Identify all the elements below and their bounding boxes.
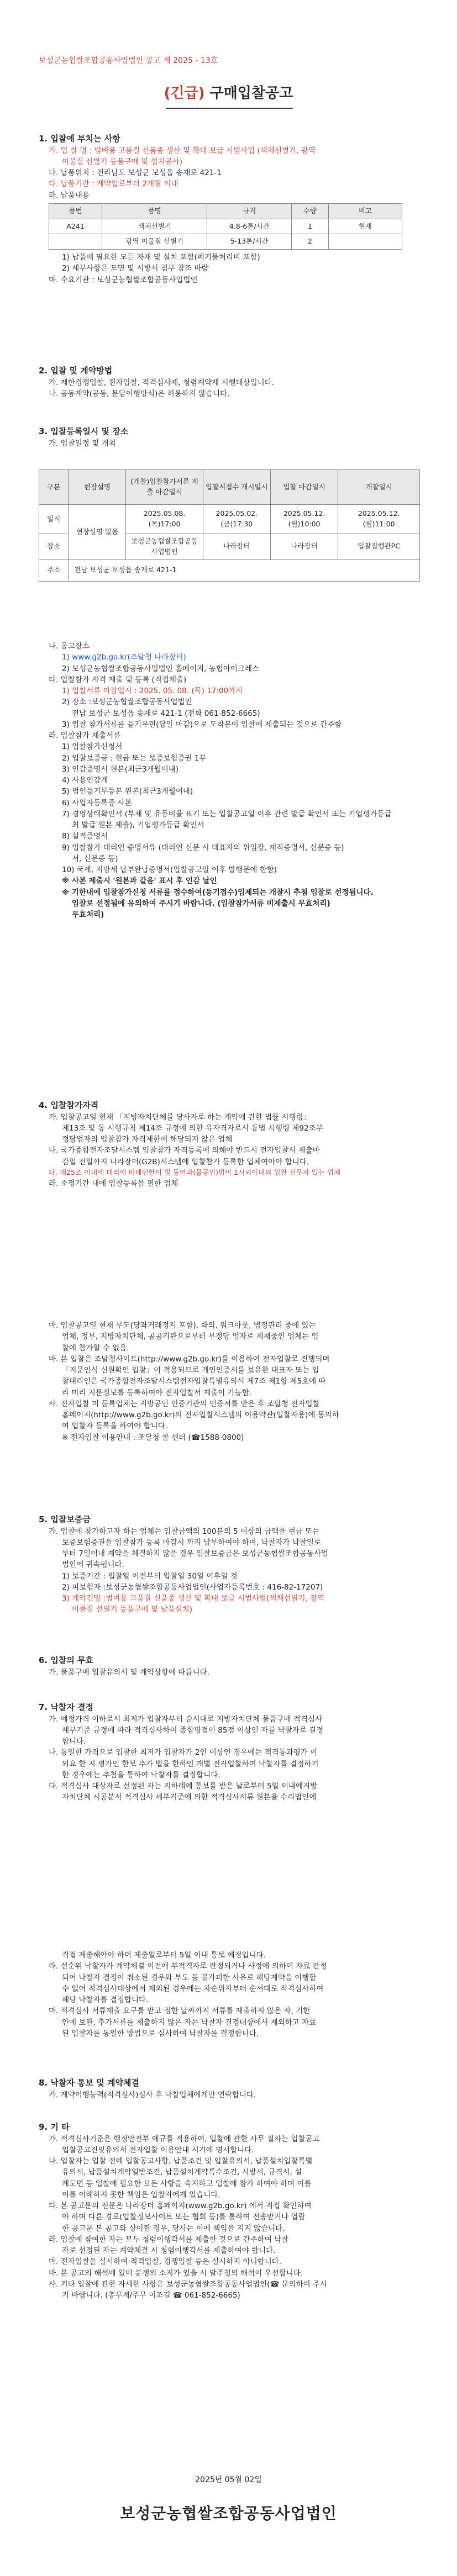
section-2-heading: 2. 입찰 및 계약방법 (39, 366, 113, 376)
section-3-heading: 3. 입찰등록일시 및 장소 (39, 426, 129, 436)
s3-a: 가. 입찰일정 및 개최 (49, 439, 116, 448)
s4-l6: 다. 제25조 이내에 대리에 비례인한이 및 동연과(물공인)법이 1시뢰이내의 입찰 실무자 있는 업체 (49, 1168, 341, 1176)
s1-a1: 가. 입 찰 명 : 범벼용 고품질 신품종 생산 및 확대 보급 시범사업 (색채선별기, 광역 (49, 146, 316, 155)
s9-l6: 이를 이해하지 못한 책임은 입찰자에게 있습니다. (62, 2190, 220, 2199)
s3b-l4: 다. 입찰참가 자격 제출 및 등록 (직접제출) (49, 675, 187, 684)
s4-l2: 제13조 및 동 시행규칙 제14조 규정에 의한 유자격자로서 동법 시행령 제92조부 (62, 1123, 323, 1133)
s4b-l11: ※ 전자입찰 이용안내 : 조달청 콜 센터 (☎1588-0800) (62, 1433, 244, 1442)
s4-l5: 감일 전일까지 나라장터(G2B)시스템에 입찰참가 등록한 업체여야야 합니다. (62, 1157, 309, 1166)
s4b-l8: 사. 전자입찰 미 등록업체는 지방공인 인증기관의 인증서를 받은 후 조달청 전자입찰 (49, 1399, 320, 1408)
s2-a: 가. 제한경쟁입찰, 전자입찰, 적격심사제, 청렴계약제 시행대상입니다. (49, 378, 275, 387)
s9-l3: 나. 입찰자는 입찰 전에 입찰공고사항, 납품조건 및 입찰유의서, 납품설치입찰특별 (49, 2157, 313, 2166)
s3b-l21c: 무효처리) (72, 910, 104, 919)
table-cell (328, 234, 402, 250)
s3b-l18b: 서, 신분증 등) (72, 854, 118, 863)
s4-l1: 가. 입찰공고일 현재 「지방자치단체를 당사자로 하는 계약에 관한 법률 시행령」 (49, 1112, 311, 1122)
title-urgent: (긴급) (164, 85, 205, 102)
table-header: 개찰일시 (338, 470, 420, 505)
s3b-l16: 7) 경영상태확인서 (부채 및 유동비율 표기 또는 입찰공고일 이후 관련 발급 확인서 또는 기업평가등급 (62, 809, 392, 819)
s7b-l1: 직접 제출해야야 하며 제출일로부터 5일 이내 통보 예정입니다. (62, 1951, 266, 1960)
table-cell: 2025.05.12. (월)11:00 (338, 505, 420, 534)
s7b-l5: 해당 낙찰자를 결정합니다. (62, 1996, 149, 2004)
section-3-details (39, 641, 426, 920)
table-cell: 2025.05.08. (목)17:00 (126, 505, 203, 534)
s1-d: 라. 납품내용 (49, 191, 90, 200)
s3b-l6: 2) 장소 :보성군농협쌀조합공동사업법인 (62, 698, 192, 707)
table-cell: 광역 이물질 선별기 (102, 234, 207, 250)
section-6-heading: 6. 입찰의 무효 (39, 1655, 94, 1665)
table-header: (개찰)입찰참가서류 제출 마감일시 (126, 470, 203, 505)
table-header: 품번 (49, 203, 102, 219)
doc-number: 보성군농협쌀조합공동사업법인 공고 제 2025 - 13호 (39, 56, 218, 65)
section-8 (39, 2077, 426, 2100)
s5-l5: 1) 보증기간 : 입찰일 이전부터 입찰일 30일 이후일 것 (62, 1571, 238, 1581)
s7b-l3: 되어 낙찰자 결정이 취소된 경우와 부도 등 불가피한 사유로 해당계약을 이행할 (62, 1973, 317, 1982)
table-row (49, 219, 402, 234)
table-row (39, 559, 420, 581)
table-cell: 전남 보성군 보성읍 송재로 421-1 (69, 559, 420, 581)
s5-l1: 가. 입찰에 참가하고자 하는 업체는 입찰금액의 100분의 5 이상의 금액을 현금 또는 (49, 1527, 320, 1536)
section-7-details (39, 1950, 426, 2039)
s9-l10: 라. 입찰에 참여한 자는 모두 청렴이행각서를 제출한 것으로 간주하여 낙찰 (49, 2235, 289, 2244)
s1-e: 마. 수요기관 : 보성군농협쌀조합공동사업법인 (49, 275, 198, 284)
s4b-l1: 마. 입찰공고일 현재 부도(당좌거래정지 포함), 화의, 워크아웃, 법정관리 중에 있는 (49, 1321, 316, 1330)
table-cell: 현장설명 없음 (69, 505, 126, 560)
s3b-l18: 9) 입찰참가 대리인 증명서류 (대리인 신분 시 대표자의 위임장, 재직증명서, 신분증 등) (62, 843, 344, 852)
section-4-heading: 4. 입찰참가자격 (39, 1100, 99, 1110)
table-cell: 나라장터 (203, 534, 270, 560)
section-6 (39, 1654, 426, 1678)
s3b-l9: 라. 입찰참가 제출서류 (49, 731, 121, 740)
s7b-l2: 라. 선순위 낙찰자가 계약체결 이전에 부적격자로 판정되거나 사정에 의하여 자료 판정 (49, 1962, 327, 1971)
table-cell: 입찰집행관PC (338, 534, 420, 560)
s9-l9: 한 공고문 본 공고와 상이할 경우, 당사는 이에 책임을 지지 않습니다. (62, 2224, 285, 2233)
s9-l5: 계도면 등 입찰에 필요한 모든 사항을 숙지하고 입찰에 참가 하여야 하며 이를 (62, 2179, 312, 2188)
table-header: 품명 (102, 203, 207, 219)
s4b-l2: 업체, 정부, 지방자치단체, 공공기관으로부터 부정당 업자로 제재중인 업체는 입 (62, 1332, 319, 1342)
section-1 (39, 133, 426, 286)
section-2 (39, 365, 426, 399)
table-row (49, 234, 402, 250)
organization-name: 보성군농협쌀조합공동사업법인 (120, 2504, 337, 2522)
table-row (39, 505, 420, 534)
table-header: 수량 (292, 203, 329, 219)
table-cell (49, 234, 102, 250)
table-cell: 5-13톤/시간 (207, 234, 292, 250)
s7-l5: 외요 한 지 평가인 한보 추가 법을 한하인 개별 전자입찰하여 낙찰자를 결정하기 (62, 1759, 319, 1769)
notice-date: 2025년 05월 02일 (195, 2475, 262, 2484)
s9-l12: 마. 전자입찰을 실시하여 적격입찰, 경쟁입찰 등은 실시하지 아니합니다. (49, 2257, 282, 2267)
table-cell: 일시 (39, 505, 69, 534)
section-9-heading: 9. 기 타 (39, 2122, 70, 2132)
table-header: 입찰서접수 개시일시 (203, 470, 270, 505)
s7-l3: 합니다. (62, 1737, 86, 1746)
s4-l4: 나. 국가종합전자조달시스템 입찰참가 자격등록에 의해야 반드시 전자입찰서 제출마 (49, 1146, 320, 1155)
s9-l2: 입찰공고진및유의서 전자입찰 이용안내 시기에 명시합니다. (62, 2145, 254, 2155)
s3b-l20: ※ 사본 제출시 '원본과 같음' 표시 후 인감 날인 (62, 877, 217, 886)
table-header-row (49, 203, 402, 219)
table-header-row (39, 470, 420, 505)
s6-l1: 가. 물품구매 입찰유의서 및 계약상항에 따릅니다. (49, 1667, 209, 1677)
s4b-l7: 라 미리 지문정보를 등록하여야 전자입찰서 제출이 가능함. (62, 1388, 252, 1397)
s3b-l16b: 최 발급 원본 제출), 기업평가등급 확인서 (72, 821, 204, 830)
table-cell: 2025.05.12. (월)10:00 (270, 505, 338, 534)
table-cell: 나라장터 (270, 534, 338, 560)
s9-l8: 야 하며 다른 경로(입찰정보사이트 또는 협회 등)를 통하여 전송받거나 열람 (62, 2213, 306, 2222)
s1-c: 다. 납품기간 : 계약일로부터 2개월 이내 (49, 180, 178, 189)
s4b-l5: 「지문인식 신원확인 입찰」이 적용되므로 개인인증서를 보유한 대표자 또는 입 (62, 1366, 319, 1375)
s5-l7: 3) 계약건명 :범벼용 고품질 신품종 생산 및 확대 보급 시범사업(색채선별기, 광역 (62, 1594, 325, 1603)
s4b-l9: 홈페이지(http://www.g2b.go.kr)의 전자입찰시스템의 이용약관(입찰자용)에 동의하 (62, 1411, 339, 1419)
s3b-l5: 1) 입찰서류 마감일시 : 2025. 05. 08. (목) 17:00까지 (62, 687, 243, 695)
s4b-l10: 여 입찰자 등록을 하여야 합니다. (62, 1422, 167, 1431)
table-header: 입찰 마감일시 (270, 470, 338, 505)
section-5 (39, 1513, 426, 1616)
s5-l8: 이물질 선별기 등품구매 및 납품설치) (72, 1605, 193, 1614)
table-cell: 2 (292, 234, 329, 250)
s3b-l10: 1) 입찰참가신청서 (62, 742, 123, 752)
item-table (49, 203, 402, 250)
s7b-l6: 마. 적격심사 서류제출 요구를 받고 정한 날짜까지 서류를 제출하지 않은 자, 기한 (49, 2007, 311, 2016)
s3b-l14: 5) 법인등기부등본 원본(최근3개월이내) (62, 787, 193, 796)
s3b-l2: 1) www.g2b.go.kr(조달청 나라장터) (62, 653, 186, 662)
s3b-l11: 2) 입찰보증금 : 현금 또는 보증보험증권 1부 (62, 753, 207, 763)
schedule-table (39, 469, 420, 582)
s3b-l21b: 입찰로 선정됨에 유의하여 주시기 바랍니다. (입찰참가서류 미제출시 무효처리) (72, 899, 330, 908)
s7b-l7: 안에 보완, 추가서류를 제출하지 않은 자는 낙찰자 결정대상에서 제외하고 자료 (62, 2018, 317, 2027)
table-header: 비고 (328, 203, 402, 219)
table-cell: 2025.05.02. (금)17:30 (203, 505, 270, 534)
s7b-l4: 수 없어 적격심사대상에서 제외된 경우에는 차순위자부터 순서대로 적격심사하여 (62, 1984, 324, 1993)
section-4 (39, 1099, 426, 1189)
table-cell: A241 (49, 219, 102, 234)
section-7 (39, 1701, 426, 1803)
s9-l11: 자로 선정된 자는 계약체결 시 청렴이행각서를 제출하여야 합니다. (62, 2246, 276, 2255)
title-main: 구매입찰공고 (204, 85, 293, 102)
s4b-l4: 바. 본 입찰은 조달청사이트(http://www.g2b.go.kr)를 이용하여 전자입찰로 진행되며 (49, 1354, 330, 1364)
s5-l4: 법인에 귀속됩니다. (62, 1560, 124, 1570)
s1-n1: 1) 납품에 필요한 모든 자재 및 설치 포함(폐기물처리비 포함) (62, 253, 260, 262)
s4b-l6: 찰대리인은 국가종합전자조달시스템전자입찰특별유의서 제7조 제1항 제5호에 따 (62, 1377, 326, 1386)
s4b-l3: 찰에 참가할 수 없음. (62, 1343, 129, 1353)
table-cell: 1 (292, 219, 329, 234)
table-cell: 장소 (39, 534, 69, 560)
section-9 (39, 2121, 426, 2301)
s9-l4: 유의서, 납품설치계약일반조건, 납품설치계약특수조건, 시방서, 규격서, 설 (62, 2168, 302, 2177)
table-cell: 주소 (39, 559, 69, 581)
s7-l8: 자치단체 시공분서 적격심사 세부기준에 의한 적격심사서류 원본을 수리법인에 (62, 1793, 317, 1802)
s3b-l15: 6) 사업자등록증 사본 (62, 798, 132, 807)
s1-n2: 2) 세부사항은 도면 및 시방서 첨부 참조 바람 (62, 264, 209, 273)
page-title (164, 83, 293, 104)
s9-l14: 사. 기타 입찰에 관한 자세한 사항은 보성군농협쌀조합공동사업법인(☎ 문의하여 주시 (49, 2279, 328, 2289)
s3b-l7: 전남 보성군 보성읍 송재로 421-1 (전화 061-852-6665) (72, 709, 260, 718)
s7-l4: 나. 동일한 가격으로 입찰한 최저가 입찰자가 2인 이상인 경우에는 적격통과평가 이 (49, 1748, 318, 1757)
s3b-l17: 8) 실적증명서 (62, 832, 108, 841)
s9-l1: 가. 적격심사기준은 행정안전부 예규를 적용하여, 입찰에 관한 사무 절차는 입찰공고 (49, 2134, 320, 2144)
section-7-heading: 7. 낙찰자 결정 (39, 1702, 94, 1712)
s5-l2: 보증보험증권을 입찰참가 등록 마감시 까지 납부하여야 하며, 낙찰자가 낙찰일로 (62, 1538, 321, 1547)
s7-l2: 세부기준 규정에 따라 적격심사하여 종합평점이 85점 이상인 자를 낙찰자로 결정 (62, 1725, 324, 1735)
section-3 (39, 425, 426, 449)
table-header: 규격 (207, 203, 292, 219)
item-table-wrap (39, 203, 426, 250)
table-cell: 보성군농협쌀조합공동사업법인 (126, 534, 203, 560)
s3b-l1: 나. 공고장소 (49, 642, 90, 651)
s1-a2: 이물질 선별기 등품구매 및 설치공사) (62, 157, 183, 166)
s2-b: 나. 공동계약(공동, 분담이행방식)은 허용하지 않습니다. (49, 389, 230, 398)
s3b-l3: 2) 보성군농협쌀조합공동사업법인 홈페이지, 농협아이크레스 (62, 664, 260, 673)
section-4-details (39, 1320, 426, 1443)
s3b-l21: ※ 기한내에 입찰참가신청 서류를 접수하여(등기접수)입제되는 개찰시 추첨 입찰로 선정됩니다. (62, 888, 374, 897)
s7-l7: 다. 적격심사 대상자로 선정된 자는 지하레에 통보를 받은 날로부터 5일 이내에지방 (49, 1782, 318, 1791)
s1-b: 나. 납품위치 : 전라남도 보성군 보성읍 송재로 421-1 (49, 168, 222, 177)
table-cell: 색채선별기 (102, 219, 207, 234)
section-5-heading: 5. 입찰보증금 (39, 1514, 91, 1524)
s4-l7: 라. 소정기간 내에 입찰등록을 필한 업체 (49, 1179, 178, 1188)
s3b-l8: 3) 입찰 참가서류를 등기우편(당일 마감)으로 도착분이 입찰에 제출되는 것으로 간주함 (62, 720, 342, 729)
title-area (0, 83, 457, 104)
s3b-l12: 3) 인감증명서 원본(최근3개월이내) (62, 764, 179, 774)
s5-l3: 부터 7일이내 계약을 체결하지 않을 경우 입찰보증금은 보성군농협쌀조합공동사업 (62, 1549, 329, 1558)
table-cell: 4.8-6톤/시간 (207, 219, 292, 234)
table-cell: 현재 (328, 219, 402, 234)
table-header: 구분 (39, 470, 69, 505)
section-8-heading: 8. 낙찰자 통보 및 계약체결 (39, 2078, 139, 2088)
s9-l13: 바. 본 공고의 해석에 있어 분쟁의 소지가 있을 시 발주청의 해석이 우선합니다. (49, 2268, 303, 2278)
s8-l1: 가. 계약이행능력(적격심사)심사 후 낙찰업체에게만 연락합니다. (49, 2090, 256, 2099)
section-1-heading: 1. 입찰에 부치는 사항 (39, 134, 120, 144)
s3b-l19: 10) 국세, 지방세 납부완납증명서(입찰공고일 이후 발행분에 한함) (62, 865, 277, 874)
s4-l3: 정당업자의 입찰참가 자격제한에 해당되지 않은 업체 (62, 1135, 233, 1144)
s7b-l8: 된 입찰자를 동일한 방법으로 심사하여 낙찰자를 결정합니다. (62, 2029, 259, 2038)
s3b-l13: 4) 사용인감계 (62, 776, 108, 785)
s9-l7: 다. 본 공고문의 전문은 나라장터 홈페이지(www.g2b.go.kr) 에서 직접 확인하여 (49, 2202, 312, 2210)
table-header: 현장설명 (69, 470, 126, 505)
title-underline (166, 108, 293, 109)
schedule-table-wrap (39, 469, 420, 582)
s5-l6: 2) 피보험자 :보성군농협쌀조합공동사업법인(사업자등록번호 : 416-82-17207) (62, 1582, 323, 1592)
s7-l1: 가. 예정가격 이하로서 최저가 입찰자부터 순서대로 지방자치단체 물품구매 적격심사 (49, 1714, 323, 1724)
s7-l6: 한 경우에는 추첨을 통하여 낙찰자를 결정합니다. (62, 1770, 220, 1780)
s9-l15: 기 바랍니다. (총무계/주무 이조길 ☎ 061-852-6665) (62, 2291, 240, 2300)
